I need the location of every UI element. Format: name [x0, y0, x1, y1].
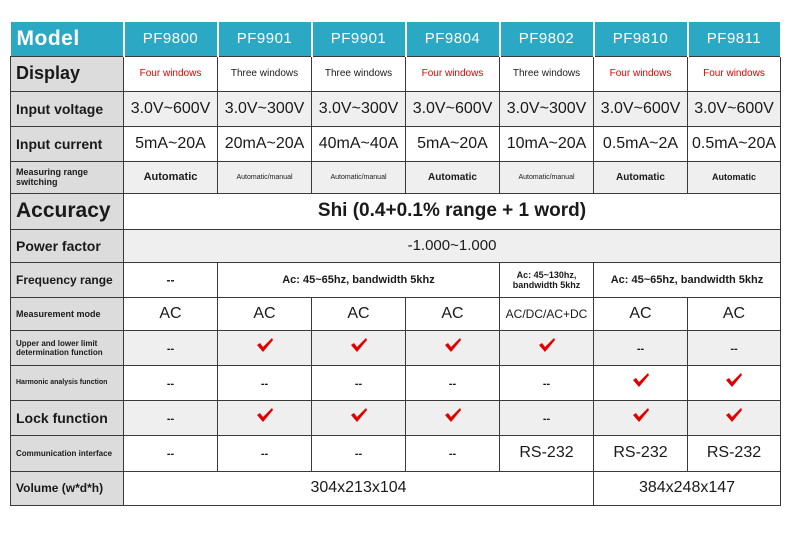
dash-mark: --: [166, 342, 175, 355]
harmonic-cell: [218, 365, 312, 400]
switching-value: Automatic/manual: [218, 161, 312, 193]
check-icon: [444, 337, 462, 353]
current-value: 0.5mA~2A: [594, 126, 688, 161]
lock-cell: [218, 400, 312, 435]
volume-row: [11, 471, 781, 505]
dash-mark: --: [166, 412, 175, 425]
comm-cell: [312, 435, 406, 471]
frequency-value: Ac: 45~65hz, bandwidth 5khz: [594, 262, 781, 297]
dash-mark: --: [354, 377, 363, 390]
limit-cell: [312, 330, 406, 365]
lock-cell: [500, 400, 594, 435]
limit-cell: [594, 330, 688, 365]
mode-value: AC: [594, 297, 688, 330]
accuracy-value: Shi (0.4+0.1% range + 1 word): [124, 193, 781, 229]
model-label: Model: [11, 22, 124, 56]
voltage-value: 3.0V~300V: [312, 91, 406, 126]
lock-cell: [594, 400, 688, 435]
dash-mark: --: [260, 448, 269, 460]
accuracy-row: [11, 193, 781, 229]
check-icon: [350, 407, 368, 423]
row-label: Harmonic analysis function: [11, 365, 124, 400]
dash-mark: --: [260, 377, 269, 390]
limit-function-row: [11, 330, 781, 365]
mode-value: AC: [406, 297, 500, 330]
row-label: Measuring range switching: [11, 161, 124, 193]
voltage-value: 3.0V~600V: [688, 91, 781, 126]
limit-cell: [218, 330, 312, 365]
current-value: 20mA~20A: [218, 126, 312, 161]
mode-value: AC: [124, 297, 218, 330]
display-value: Three windows: [218, 56, 312, 91]
harmonic-cell: [594, 365, 688, 400]
model-name: PF9901: [312, 22, 406, 56]
model-name: PF9804: [406, 22, 500, 56]
limit-cell: [500, 330, 594, 365]
lock-cell: [688, 400, 781, 435]
display-value: Four windows: [688, 56, 781, 91]
row-label: Communication interface: [11, 435, 124, 471]
current-value: 10mA~20A: [500, 126, 594, 161]
communication-row: [11, 435, 781, 471]
harmonic-cell: [688, 365, 781, 400]
switching-value: Automatic: [594, 161, 688, 193]
row-label: Frequency range: [11, 262, 124, 297]
lock-cell: [124, 400, 218, 435]
display-value: Three windows: [500, 56, 594, 91]
check-icon: [538, 337, 556, 353]
check-icon: [725, 407, 743, 423]
switching-value: Automatic: [688, 161, 781, 193]
comm-cell: [500, 435, 594, 471]
display-value: Four windows: [406, 56, 500, 91]
harmonic-cell: [312, 365, 406, 400]
comm-cell: [406, 435, 500, 471]
comm-cell: [218, 435, 312, 471]
volume-value: 304x213x104: [124, 471, 594, 505]
mode-value: AC: [218, 297, 312, 330]
voltage-value: 3.0V~600V: [124, 91, 218, 126]
check-icon: [256, 407, 274, 423]
model-name: PF9800: [124, 22, 218, 56]
harmonic-row: [11, 365, 781, 400]
current-value: 0.5mA~20A: [688, 126, 781, 161]
dash-mark: --: [542, 412, 551, 425]
harmonic-cell: [124, 365, 218, 400]
voltage-value: 3.0V~600V: [406, 91, 500, 126]
frequency-value: Ac: 45~65hz, bandwidth 5khz: [218, 262, 500, 297]
limit-cell: [124, 330, 218, 365]
mode-value: AC/DC/AC+DC: [500, 297, 594, 330]
spec-table: [10, 22, 782, 506]
row-label: Volume (w*d*h): [11, 471, 124, 505]
dash-mark: --: [636, 342, 645, 355]
switching-value: Automatic/manual: [500, 161, 594, 193]
current-value: 5mA~20A: [406, 126, 500, 161]
header-row: [11, 22, 781, 56]
row-label: Measurement mode: [11, 297, 124, 330]
limit-cell: [688, 330, 781, 365]
measurement-mode-row: [11, 297, 781, 330]
switching-value: Automatic: [406, 161, 500, 193]
switching-value: Automatic: [124, 161, 218, 193]
model-name: PF9811: [688, 22, 781, 56]
dash-mark: --: [166, 448, 175, 460]
dash-mark: --: [448, 377, 457, 390]
frequency-row: [11, 262, 781, 297]
limit-cell: [406, 330, 500, 365]
row-label: Upper and lower limit determination function: [11, 330, 124, 365]
check-icon: [256, 337, 274, 353]
row-label: Input current: [11, 126, 124, 161]
row-label: Accuracy: [11, 193, 124, 229]
comm-cell: [688, 435, 781, 471]
voltage-value: 3.0V~600V: [594, 91, 688, 126]
range-switching-row: [11, 161, 781, 193]
model-name: PF9901: [218, 22, 312, 56]
dash-mark: --: [354, 448, 363, 460]
current-value: 5mA~20A: [124, 126, 218, 161]
voltage-value: 3.0V~300V: [500, 91, 594, 126]
power-factor-row: [11, 229, 781, 262]
check-icon: [632, 372, 650, 388]
mode-value: AC: [688, 297, 781, 330]
frequency-value: Ac: 45~130hz, bandwidth 5khz: [500, 262, 594, 297]
dash-mark: --: [542, 377, 551, 390]
display-value: Four windows: [594, 56, 688, 91]
harmonic-cell: [406, 365, 500, 400]
lock-cell: [406, 400, 500, 435]
lock-cell: [312, 400, 406, 435]
cell-text: RS-232: [519, 444, 574, 461]
check-icon: [350, 337, 368, 353]
check-icon: [725, 372, 743, 388]
mode-value: AC: [312, 297, 406, 330]
display-row: [11, 56, 781, 91]
display-value: Four windows: [124, 56, 218, 91]
dash-mark: --: [730, 342, 738, 355]
current-value: 40mA~40A: [312, 126, 406, 161]
row-label: Power factor: [11, 229, 124, 262]
dash-mark: --: [166, 377, 175, 390]
harmonic-cell: [500, 365, 594, 400]
volume-value: 384x248x147: [594, 471, 781, 505]
input-voltage-row: [11, 91, 781, 126]
row-label: Input voltage: [11, 91, 124, 126]
model-name: PF9802: [500, 22, 594, 56]
comm-cell: [594, 435, 688, 471]
lock-row: [11, 400, 781, 435]
check-icon: [444, 407, 462, 423]
dash-mark: --: [448, 448, 457, 460]
cell-text: RS-232: [613, 444, 668, 461]
power-factor-value: -1.000~1.000: [124, 229, 781, 262]
model-name: PF9810: [594, 22, 688, 56]
row-label: Display: [11, 56, 124, 91]
voltage-value: 3.0V~300V: [218, 91, 312, 126]
check-icon: [632, 407, 650, 423]
cell-text: RS-232: [706, 444, 762, 461]
comm-cell: [124, 435, 218, 471]
switching-value: Automatic/manual: [312, 161, 406, 193]
display-value: Three windows: [312, 56, 406, 91]
row-label: Lock function: [11, 400, 124, 435]
input-current-row: [11, 126, 781, 161]
frequency-value: --: [124, 262, 218, 297]
